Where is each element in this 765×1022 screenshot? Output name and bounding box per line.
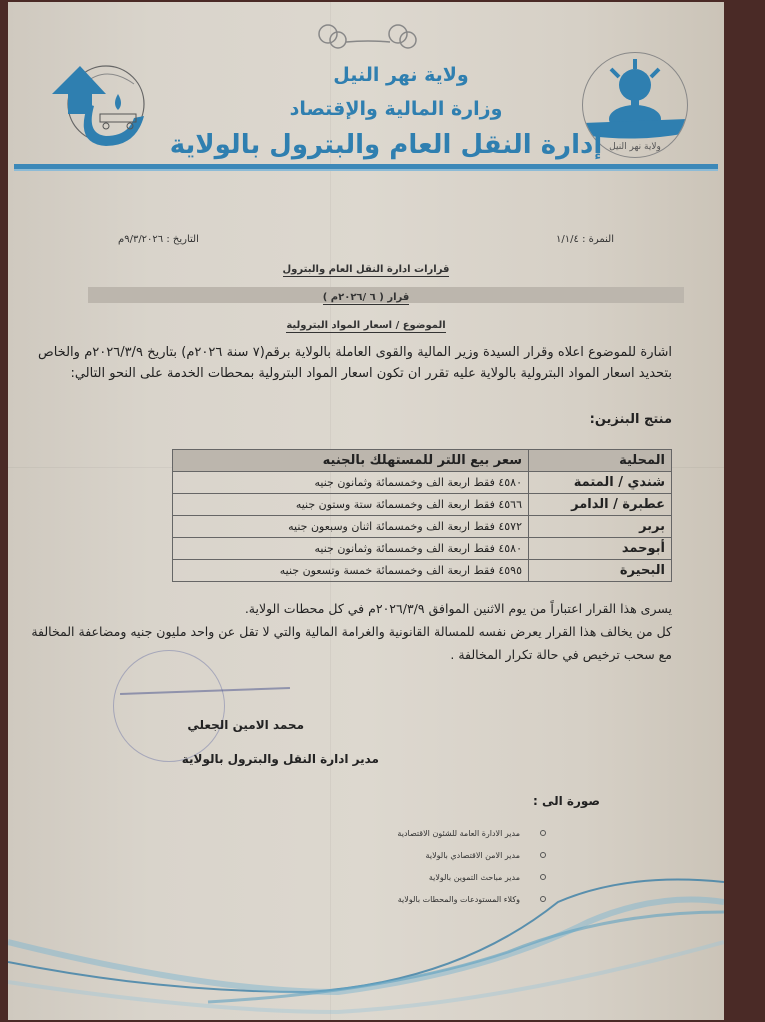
body-paragraph: اشارة للموضوع اعلاه وقرار السيدة وزير المالية والقوى العاملة بالولاية برقم(٧ سنة ٢٠٢٦م) بتاريخ ٢٠٢٦/٣/٩م والخاص بتحديد اسعار المواد البترولية بالولاية عليه تقرر ان تكون اسعار المواد البترولية بمحطات الخدمة على النحو التالي: [38, 345, 672, 381]
signatory-name: محمد الامين الجعلي [187, 718, 304, 732]
decisions-heading: قرارات ادارة النقل العام والبترول [282, 264, 450, 275]
signatory-title: مدير ادارة النقل والبترول بالولاية [181, 752, 379, 766]
bullet-icon [540, 830, 546, 836]
table-row [173, 494, 672, 516]
cc-heading: صورة الى : [532, 794, 600, 808]
product-heading: منتج البنزين: [589, 412, 672, 427]
table-row [173, 516, 672, 538]
price-cell: ٤٥٩٥ فقط اربعة الف وخمسمائة خمسة وتسعون جنيه [173, 560, 529, 582]
list-item: وكلاء المستودعات والمحطات بالولاية [397, 888, 546, 910]
list-item: مدير الامن الاقتصادي بالولاية [397, 844, 546, 866]
svg-text:ولاية نهر النيل: ولاية نهر النيل [609, 142, 661, 152]
closing-text [28, 597, 672, 666]
official-stamp-icon [113, 650, 225, 762]
locality-cell: شندي / المتمة [529, 472, 672, 494]
table-header-row [173, 450, 672, 472]
table-row [173, 538, 672, 560]
decision-number: قرار ( ٦ /٢٠٢٦م ) [322, 292, 410, 303]
bullet-icon [540, 852, 546, 858]
state-name: ولاية نهر النيل [333, 64, 469, 86]
effective-date-line: يسرى هذا القرار اعتباراً من يوم الاثنين الموافق ٢٠٢٦/٣/٩م في كل محطات الولاية. [244, 601, 672, 616]
department-name: إدارة النقل العام والبترول بالولاية [169, 130, 603, 160]
reference-number: النمرة : ١/١/٤ [556, 234, 614, 245]
locality-cell: البحيرة [529, 560, 672, 582]
ministry-name: وزارة المالية والإقتصاد [289, 98, 503, 120]
column-header-price: سعر بيع اللتر للمستهلك بالجنيه [173, 450, 529, 472]
header-divider [14, 164, 718, 171]
subject-heading: الموضوع / اسعار المواد البترولية [286, 320, 446, 331]
list-item: مدير الادارة العامة للشئون الاقتصادية [397, 822, 546, 844]
reference-date: التاريخ : ٩/٣/٢٠٢٦م [118, 234, 199, 245]
basmala-ornament [308, 20, 428, 54]
price-cell: ٤٥٨٠ فقط اربعة الف وخمسمائة وثمانون جنيه [173, 538, 529, 560]
table-row [173, 560, 672, 582]
locality-cell: عطبرة / الدامر [529, 494, 672, 516]
decorative-waves-icon [8, 862, 724, 1022]
price-cell: ٤٥٨٠ فقط اربعة الف وخمسمائة وثمانون جنيه [173, 472, 529, 494]
document-page [8, 2, 724, 1020]
locality-cell: أبوحمد [529, 538, 672, 560]
column-header-locality: المحلية [529, 450, 672, 472]
list-item: مدير مباحث التموين بالولاية [397, 866, 546, 888]
reference-row [118, 234, 614, 245]
price-cell: ٤٥٦٦ فقط اربعة الف وخمسمائة ستة وستون جنيه [173, 494, 529, 516]
price-table [172, 449, 672, 582]
price-cell: ٤٥٧٢ فقط اربعة الف وخمسمائة اثنان وسبعون جنيه [173, 516, 529, 538]
locality-cell: بربر [529, 516, 672, 538]
penalty-line: كل من يخالف هذا القرار يعرض نفسه للمسالة القانونية والغرامة المالية والتي لا تقل عن واحد مليون جنيه ومضاعفة المخالفة مع سحب ترخيص في حالة تكرار المخالفة . [31, 624, 672, 662]
table-row [173, 472, 672, 494]
